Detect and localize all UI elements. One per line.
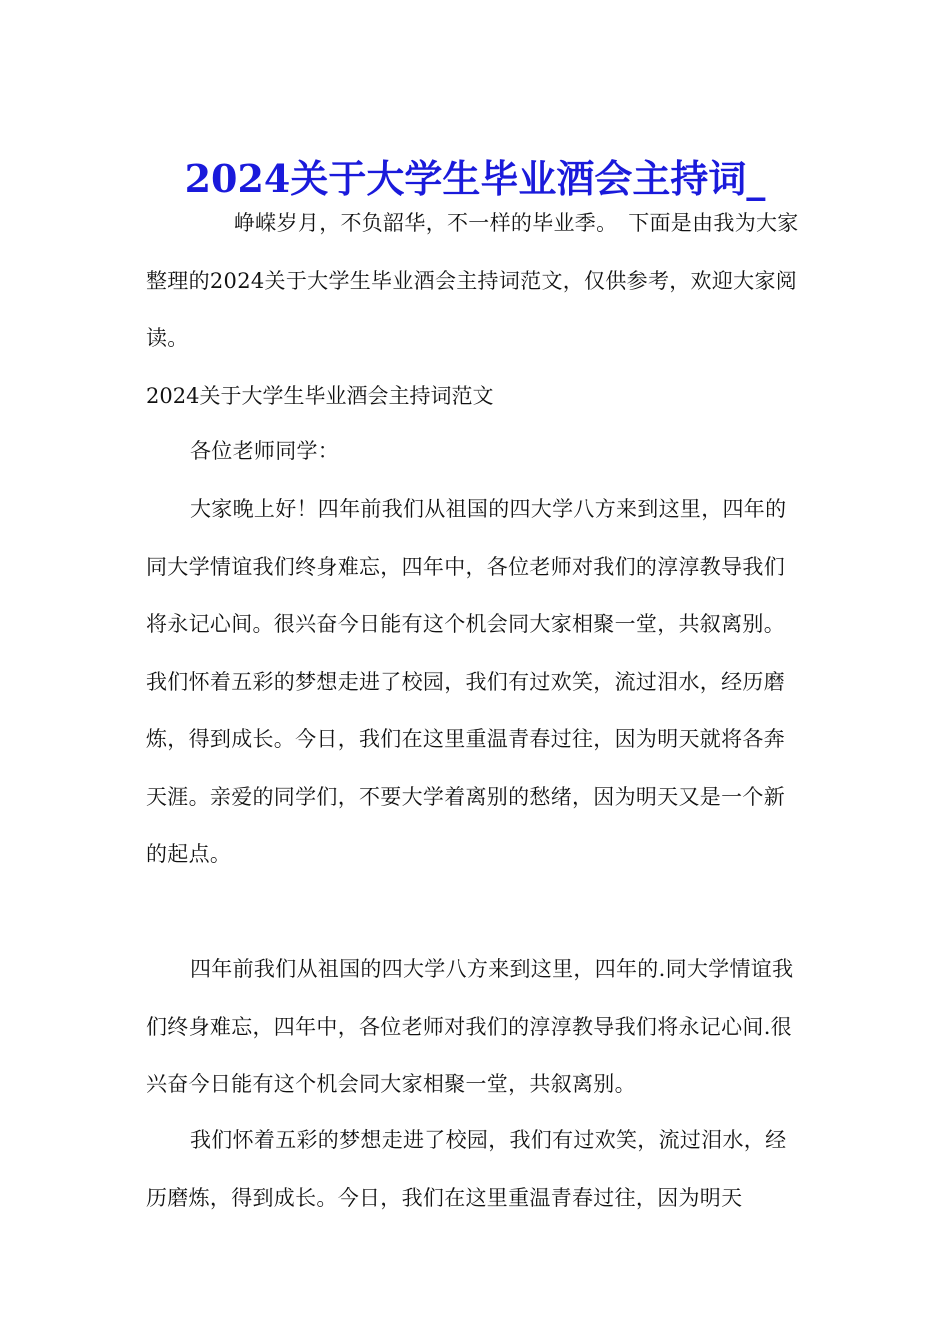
document-title: 2024关于大学生毕业酒会主持词_	[184, 156, 766, 202]
salutation: 各位老师同学：	[190, 439, 340, 463]
body-paragraph-2: 四年前我们从祖国的四大学八方来到这里，四年的.同大学情谊我们终身难忘，四年中，各位老师对我们的淳淳教导我们将永记心间.很兴奋今日能有这个机会同大家相聚一堂，共叙离别。	[146, 957, 794, 1096]
body-paragraph-3: 我们怀着五彩的梦想走进了校园，我们有过欢笑，流过泪水，经历磨炼，得到成长。今日，我们在这里重温青春过往，因为明天	[146, 1128, 787, 1210]
body-paragraph-1: 大家晚上好！四年前我们从祖国的四大学八方来到这里，四年的同大学情谊我们终身难忘，四年中，各位老师对我们的淳淳教导我们将永记心间。很兴奋今日能有这个机会同大家相聚一堂，共叙离别。我们怀着五彩的梦想走进了校园，我们有过欢笑，流过泪水，经历磨炼，得到成长。今日，我们在这里重温青春过往，因为明天就将各奔天涯。亲爱的同学们，不要大学着离别的愁绪，因为明天又是一个新的起点。	[146, 497, 787, 866]
intro-paragraph: 峥嵘岁月，不负韶华，不一样的毕业季。 下面是由我为大家整理的2024关于大学生毕业酒会主持词范文，仅供参考，欢迎大家阅读。	[146, 211, 799, 350]
section-heading: 2024关于大学生毕业酒会主持词范文	[146, 384, 494, 408]
